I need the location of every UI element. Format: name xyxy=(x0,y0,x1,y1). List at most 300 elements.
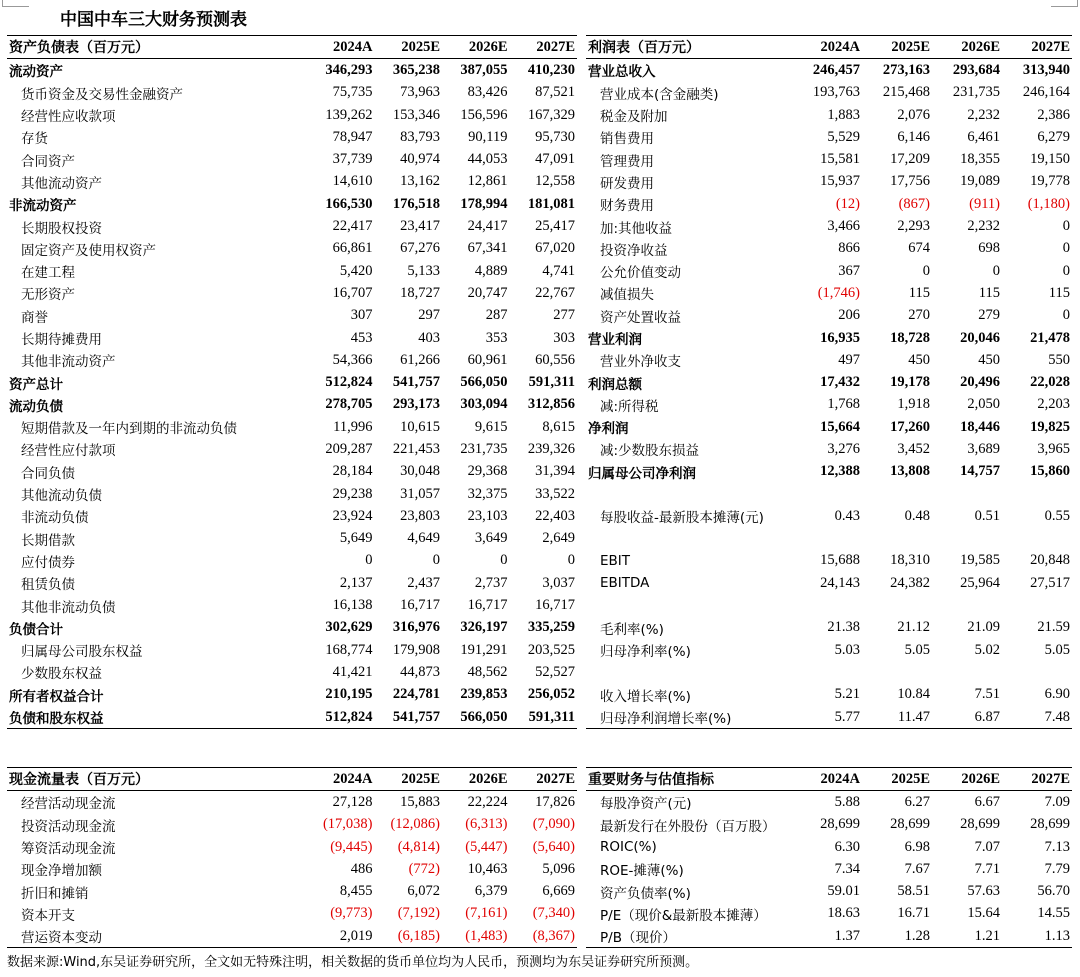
table-header-row xyxy=(7,36,577,59)
row-value: 7.71 xyxy=(974,860,1000,877)
row-value: 5.77 xyxy=(792,706,862,729)
row-value: 2,293 xyxy=(897,218,930,235)
row-value: 75,735 xyxy=(332,84,373,101)
row-value: 591,311 xyxy=(528,374,575,391)
table-row xyxy=(586,550,1072,572)
year-header: 2027E xyxy=(1002,768,1072,791)
row-value: 3,965 xyxy=(1037,440,1070,457)
row-value: 16,138 xyxy=(332,597,373,614)
table-row xyxy=(586,617,1072,639)
row-value: 2,050 xyxy=(967,396,1000,413)
row-value: 54,366 xyxy=(332,351,373,368)
row-value: 7.51 xyxy=(974,686,1000,703)
row-value: 156,596 xyxy=(460,106,508,123)
row-value: 7.79 xyxy=(1044,860,1070,877)
row-label: 筹资活动现金流 xyxy=(21,841,116,858)
row-label: ROE-摊薄(%) xyxy=(600,863,684,880)
table-row xyxy=(7,349,577,371)
row-value: (772) xyxy=(408,860,440,877)
source-note: 数据来源:Wind,东吴证券研究所，全文如无特殊注明，相关数据的货币单位均为人民币，预测均为东吴证券研究所预测。 xyxy=(7,955,699,970)
row-value: 40,974 xyxy=(400,151,440,168)
table-row xyxy=(586,903,1072,925)
table-header-row xyxy=(586,36,1072,59)
row-value: 6.27 xyxy=(904,793,930,810)
row-value: 7.48 xyxy=(1002,706,1072,729)
row-label: 存货 xyxy=(21,131,48,148)
row-value: 698 xyxy=(978,240,1000,257)
row-value: 90,119 xyxy=(468,128,508,145)
table-row xyxy=(7,483,577,505)
row-value: 307 xyxy=(350,307,373,324)
row-value: 12,861 xyxy=(467,173,508,190)
row-label: 归母净利润增长率(%) xyxy=(586,706,792,729)
row-value: 287 xyxy=(485,307,508,324)
row-value: 346,293 xyxy=(325,61,373,78)
row-value: 1.28 xyxy=(862,925,932,948)
section-header: 资产负债表（百万元） xyxy=(7,36,307,59)
row-label: 长期借款 xyxy=(21,532,75,549)
row-value: 20,496 xyxy=(960,374,1000,391)
row-value xyxy=(932,661,1002,683)
row-label: 营业总收入 xyxy=(588,64,656,81)
row-value: 2,737 xyxy=(474,574,508,591)
table-row xyxy=(586,438,1072,460)
row-value: 453 xyxy=(350,329,373,346)
row-value: 7.07 xyxy=(974,838,1000,855)
row-value: (1,483) xyxy=(442,925,510,948)
row-value: 2,137 xyxy=(339,574,373,591)
row-value: 139,262 xyxy=(325,106,373,123)
row-value: 153,346 xyxy=(392,106,440,123)
row-value: (5,640) xyxy=(532,838,575,855)
row-value: (6,185) xyxy=(375,925,443,948)
table-row xyxy=(586,706,1072,729)
row-value: 5,649 xyxy=(339,530,373,547)
row-label: 最新发行在外股份（百万股） xyxy=(600,818,776,835)
row-value: 293,173 xyxy=(392,396,440,413)
row-value: 10.84 xyxy=(897,686,930,703)
row-value: 17,260 xyxy=(890,418,930,435)
row-value: 22,767 xyxy=(535,284,575,301)
row-value: 0.48 xyxy=(904,507,930,524)
row-label: 长期股权投资 xyxy=(21,220,102,237)
row-value: 19,585 xyxy=(960,552,1000,569)
row-value: 313,940 xyxy=(1022,61,1070,78)
row-value: 365,238 xyxy=(392,61,440,78)
row-value xyxy=(862,483,932,505)
table-row xyxy=(586,505,1072,527)
row-value: 6,669 xyxy=(542,883,575,900)
row-value: 28,699 xyxy=(1030,816,1070,833)
row-value: 1.21 xyxy=(932,925,1002,948)
row-label: 非流动负债 xyxy=(21,510,89,527)
row-value: 6.98 xyxy=(904,838,930,855)
row-value: (12) xyxy=(835,195,860,212)
row-value: 0 xyxy=(567,552,575,569)
row-label: 其他非流动资产 xyxy=(21,354,116,371)
table-row xyxy=(7,305,577,327)
table-row xyxy=(7,461,577,483)
row-value: 25,417 xyxy=(535,218,575,235)
row-label: P/E（现价&最新股本摊薄） xyxy=(600,907,767,924)
row-value: 674 xyxy=(908,240,930,257)
row-value: 20,848 xyxy=(1030,552,1070,569)
row-value: 5,529 xyxy=(827,128,860,145)
row-label xyxy=(586,483,792,505)
row-value: 179,908 xyxy=(392,641,440,658)
row-value: (4,814) xyxy=(397,838,440,855)
cash-flow-table xyxy=(7,767,577,948)
row-value: 29,238 xyxy=(332,485,373,502)
row-label: 投资净收益 xyxy=(600,242,668,259)
row-value: (17,038) xyxy=(322,816,373,833)
table-row xyxy=(586,371,1072,393)
row-value: 58.51 xyxy=(897,883,930,900)
table-row xyxy=(7,925,577,948)
row-value: 17,756 xyxy=(890,173,930,190)
row-value: 210,195 xyxy=(325,686,373,703)
row-value: (1,180) xyxy=(1027,195,1070,212)
table-row xyxy=(7,327,577,349)
row-value: 566,050 xyxy=(460,374,508,391)
row-label: ROIC(%) xyxy=(600,839,657,856)
row-label: 合同资产 xyxy=(21,153,75,170)
table-row xyxy=(7,836,577,858)
year-header: 2024A xyxy=(792,36,862,59)
row-value: 14,757 xyxy=(960,463,1000,480)
table-row xyxy=(7,791,577,814)
table-row xyxy=(7,814,577,836)
table-row xyxy=(586,59,1072,82)
row-value: 550 xyxy=(1048,351,1070,368)
row-value: 2,232 xyxy=(967,218,1000,235)
row-label: 少数股东权益 xyxy=(21,666,102,683)
row-value: 16.71 xyxy=(897,905,930,922)
row-value: 27,128 xyxy=(332,793,373,810)
table-row xyxy=(7,706,577,729)
row-value: 3,452 xyxy=(897,440,930,457)
row-value: 181,081 xyxy=(527,195,575,212)
row-value: 209,287 xyxy=(325,440,373,457)
row-value: 22,224 xyxy=(467,793,508,810)
table-row xyxy=(7,572,577,594)
row-value: 115 xyxy=(978,284,1000,301)
row-value: 5.88 xyxy=(834,793,860,810)
row-label: 销售费用 xyxy=(600,131,654,148)
table-row xyxy=(586,82,1072,104)
row-value: 246,457 xyxy=(812,61,860,78)
year-header: 2024A xyxy=(307,768,375,791)
row-value: 18,355 xyxy=(960,151,1000,168)
row-label xyxy=(586,661,792,683)
row-value: 316,976 xyxy=(392,619,440,636)
table-row xyxy=(586,836,1072,858)
year-header: 2027E xyxy=(510,36,578,59)
row-value: 312,856 xyxy=(527,396,575,413)
row-label: 负债合计 xyxy=(9,621,63,638)
year-header: 2024A xyxy=(792,768,862,791)
row-value xyxy=(792,594,862,616)
row-value: 24,143 xyxy=(820,574,860,591)
table-row xyxy=(586,461,1072,483)
table-row xyxy=(7,394,577,416)
row-value: 3,649 xyxy=(474,530,508,547)
row-value: 17,826 xyxy=(535,793,575,810)
row-value: 167,329 xyxy=(527,106,575,123)
year-header: 2026E xyxy=(932,768,1002,791)
row-value: 5.05 xyxy=(1044,641,1070,658)
row-value: (9,445) xyxy=(330,838,373,855)
row-value: 17,432 xyxy=(820,374,860,391)
row-label xyxy=(586,594,792,616)
row-value: 15,688 xyxy=(820,552,860,569)
row-value: 52,527 xyxy=(535,663,575,680)
row-value: 0.55 xyxy=(1044,507,1070,524)
row-value: 19,778 xyxy=(1030,173,1070,190)
row-value: 8,455 xyxy=(339,883,373,900)
row-value: 19,178 xyxy=(890,374,930,391)
row-value: 10,615 xyxy=(400,418,440,435)
row-value: 541,757 xyxy=(375,706,443,729)
row-label: 营业成本(含金融类) xyxy=(600,86,719,103)
row-value: 224,781 xyxy=(392,686,440,703)
row-value: (7,090) xyxy=(532,816,575,833)
row-value: 4,889 xyxy=(474,262,508,279)
row-value: (867) xyxy=(898,195,930,212)
year-header: 2026E xyxy=(932,36,1002,59)
row-value: 33,522 xyxy=(535,485,575,502)
row-value: (7,161) xyxy=(465,905,508,922)
table-row xyxy=(7,903,577,925)
row-value: 21.09 xyxy=(967,619,1000,636)
row-value: 87,521 xyxy=(535,84,575,101)
row-value: 60,961 xyxy=(467,351,508,368)
income-statement-table xyxy=(586,35,1072,729)
row-value: 32,375 xyxy=(467,485,508,502)
row-value: 3,466 xyxy=(827,218,860,235)
row-value: 66,861 xyxy=(332,240,373,257)
row-value: 0.51 xyxy=(974,507,1000,524)
row-label: 利润总额 xyxy=(588,376,642,393)
row-label: 税金及附加 xyxy=(600,109,668,126)
year-header: 2027E xyxy=(1002,36,1072,59)
table-row xyxy=(7,282,577,304)
row-value: 12,388 xyxy=(820,463,860,480)
row-value: 0 xyxy=(992,262,1000,279)
row-value: 37,739 xyxy=(332,151,373,168)
row-value: 450 xyxy=(908,351,930,368)
row-value: 11.47 xyxy=(862,706,932,729)
row-value: 486 xyxy=(350,860,373,877)
row-value: 541,757 xyxy=(392,374,440,391)
row-value: 215,468 xyxy=(882,84,930,101)
row-label: 合同负债 xyxy=(21,465,75,482)
table-row xyxy=(586,791,1072,814)
row-label: P/B（现价） xyxy=(586,925,792,948)
row-value: 67,276 xyxy=(400,240,440,257)
row-value: 11,996 xyxy=(333,418,373,435)
row-value: 3,037 xyxy=(542,574,575,591)
table-row xyxy=(7,104,577,126)
row-value: 0 xyxy=(500,552,508,569)
row-value: 14,610 xyxy=(332,173,373,190)
row-value: 591,311 xyxy=(510,706,578,729)
year-header: 2027E xyxy=(510,768,578,791)
row-label: 经营活动现金流 xyxy=(21,796,116,813)
row-value xyxy=(862,594,932,616)
row-label: 其他流动负债 xyxy=(21,488,102,505)
row-value: 497 xyxy=(838,351,860,368)
row-value: 18,446 xyxy=(960,418,1000,435)
year-header: 2025E xyxy=(862,768,932,791)
row-value: 17,209 xyxy=(890,151,930,168)
row-value xyxy=(932,528,1002,550)
row-label: 营业外净收支 xyxy=(600,354,681,371)
table-row xyxy=(7,126,577,148)
row-value: 0 xyxy=(1062,307,1070,324)
row-value: 15,883 xyxy=(400,793,440,810)
row-value: 8,615 xyxy=(542,418,575,435)
row-value: 270 xyxy=(908,307,930,324)
table-row xyxy=(7,171,577,193)
row-value xyxy=(1002,594,1072,616)
row-value: 67,341 xyxy=(467,240,508,257)
row-value: 512,824 xyxy=(307,706,375,729)
row-value: 6,279 xyxy=(1037,128,1070,145)
row-value: 7.09 xyxy=(1044,793,1070,810)
row-value: 273,163 xyxy=(882,61,930,78)
row-value xyxy=(932,594,1002,616)
row-value: 2,386 xyxy=(1037,106,1070,123)
row-value: 231,735 xyxy=(460,440,508,457)
row-value: 5.03 xyxy=(834,641,860,658)
row-value: 7.34 xyxy=(834,860,860,877)
row-value: 28,699 xyxy=(960,816,1000,833)
section-header: 利润表（百万元） xyxy=(586,36,792,59)
row-value: 1.37 xyxy=(792,925,862,948)
row-value: 44,873 xyxy=(400,663,440,680)
row-value: 335,259 xyxy=(527,619,575,636)
row-value xyxy=(932,483,1002,505)
row-value: 18,728 xyxy=(890,329,930,346)
row-value: 15,937 xyxy=(820,173,860,190)
row-value: 15.64 xyxy=(967,905,1000,922)
row-value: 3,276 xyxy=(827,440,860,457)
row-value: 166,530 xyxy=(325,195,373,212)
year-header: 2024A xyxy=(307,36,375,59)
row-value: 303,094 xyxy=(460,396,508,413)
row-label: 其他非流动负债 xyxy=(21,599,116,616)
row-value: 168,774 xyxy=(325,641,373,658)
row-value: 1,918 xyxy=(897,396,930,413)
row-value: 41,421 xyxy=(332,663,373,680)
row-value: 115 xyxy=(1048,284,1070,301)
row-value: 5.02 xyxy=(974,641,1000,658)
row-value: 21.38 xyxy=(827,619,860,636)
row-value: 239,326 xyxy=(527,440,575,457)
row-value: 6.30 xyxy=(834,838,860,855)
row-value: 4,741 xyxy=(542,262,575,279)
row-value xyxy=(792,661,862,683)
row-value: 0 xyxy=(365,552,373,569)
row-value: 20,046 xyxy=(960,329,1000,346)
row-value: 178,994 xyxy=(460,195,508,212)
row-label: 商誉 xyxy=(21,309,48,326)
row-label: 所有者权益合计 xyxy=(9,688,104,705)
row-value: 2,203 xyxy=(1037,396,1070,413)
row-value: 0 xyxy=(1062,218,1070,235)
row-value: 403 xyxy=(418,329,440,346)
row-value: 27,517 xyxy=(1030,574,1070,591)
row-label: 归母净利率(%) xyxy=(600,644,691,661)
row-value: 24,382 xyxy=(890,574,930,591)
row-label: 减:少数股东损益 xyxy=(600,443,700,460)
row-value: 6.87 xyxy=(932,706,1002,729)
row-value: 6,379 xyxy=(474,883,508,900)
row-label: 非流动资产 xyxy=(9,198,77,215)
table-row xyxy=(7,238,577,260)
row-value: 57.63 xyxy=(967,883,1000,900)
row-value: 866 xyxy=(838,240,860,257)
row-label: 现金净增加额 xyxy=(21,863,102,880)
table-header-row xyxy=(7,768,577,791)
row-value: 28,184 xyxy=(332,463,373,480)
year-header: 2026E xyxy=(442,768,510,791)
row-value: 23,417 xyxy=(400,218,440,235)
row-value xyxy=(1002,661,1072,683)
table-row xyxy=(586,305,1072,327)
row-value: 246,164 xyxy=(1022,84,1070,101)
row-value: 4,649 xyxy=(407,530,440,547)
row-label: 固定资产及使用权资产 xyxy=(21,242,156,259)
table-row xyxy=(586,528,1072,550)
row-value: 203,525 xyxy=(527,641,575,658)
table-row xyxy=(7,858,577,880)
row-value: 56.70 xyxy=(1037,883,1070,900)
row-value: 0.43 xyxy=(834,507,860,524)
table-row xyxy=(586,416,1072,438)
table-row xyxy=(7,416,577,438)
row-value: 5.05 xyxy=(904,641,930,658)
row-value: 12,558 xyxy=(535,173,575,190)
table-row xyxy=(586,171,1072,193)
row-label: 资产总计 xyxy=(9,376,63,393)
row-label: 财务费用 xyxy=(600,198,654,215)
row-value: 2,019 xyxy=(307,925,375,948)
row-value: 206 xyxy=(838,307,860,324)
row-label: 收入增长率(%) xyxy=(600,688,691,705)
row-value: 48,562 xyxy=(467,663,508,680)
row-value: 78,947 xyxy=(332,128,373,145)
row-value: 293,684 xyxy=(952,61,1000,78)
row-value: 5,420 xyxy=(339,262,373,279)
row-value: 30,048 xyxy=(400,463,440,480)
row-value: 21,478 xyxy=(1030,329,1070,346)
row-value: 22,028 xyxy=(1030,374,1070,391)
row-value: (12,086) xyxy=(390,816,440,833)
row-value: 61,266 xyxy=(400,351,440,368)
row-value: 23,803 xyxy=(400,507,440,524)
row-value: 59.01 xyxy=(827,883,860,900)
row-label: 投资活动现金流 xyxy=(21,818,116,835)
row-label: 租赁负债 xyxy=(21,577,75,594)
row-value: 410,230 xyxy=(527,61,575,78)
table-header-row xyxy=(586,768,1072,791)
row-value: 0 xyxy=(922,262,930,279)
row-label: 营业利润 xyxy=(588,332,642,348)
row-label: 长期待摊费用 xyxy=(21,332,102,348)
row-value: 15,581 xyxy=(820,151,860,168)
